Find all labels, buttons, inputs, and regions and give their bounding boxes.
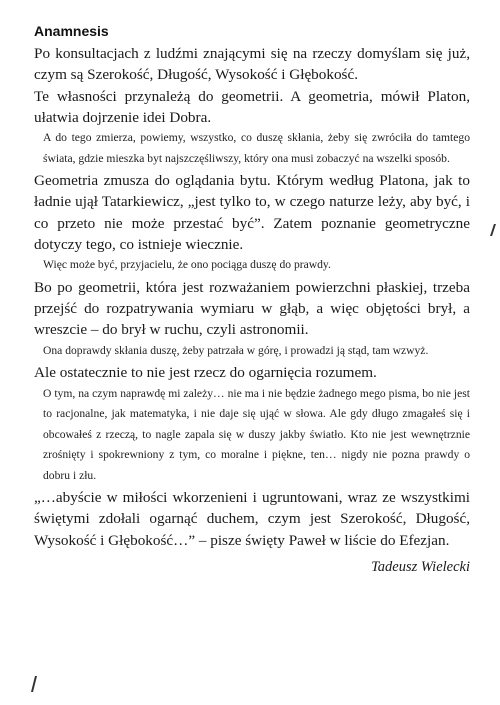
page-corner-mark (31, 676, 37, 692)
paragraph-3: Geometria zmusza do oglądania bytu. Którym według Platona, jak to ładnie ujął Tatarkiewicz, „jest tylko to, w czego naturze leży, aby być, i co przeto nie może przestać być”. Zatem poznanie geometryczne dotyczy tego, co istnieje wiecznie. (34, 172, 470, 254)
margin-mark (490, 224, 496, 236)
paragraph-1: Po konsultacjach z ludźmi znającymi się na rzeczy domyślam się już, czym są Szerokość, Długość, Wysokość i Głębokość. (34, 45, 470, 84)
article (34, 22, 470, 577)
paragraph-2: Te własności przynależą do geometrii. A geometria, mówił Platon, ułatwia dojrzenie idei Dobra. (34, 87, 470, 126)
quote-1: A do tego zmierza, powiemy, wszystko, co duszę skłania, żeby się zwróciła do tamtego świata, gdzie mieszka byt najszczęśliwszy, który ona musi zobaczyć na wszelki sposób. (43, 131, 470, 165)
article-title: Anamnesis (34, 23, 109, 39)
quote-4: O tym, na czym naprawdę mi zależy… nie ma i nie będzie żadnego mego pisma, bo nie jest to racjonalne, jak matematyka, i nie daje się ująć w słowa. Ale gdy długo zmagałeś się i obcowałeś z rzeczą, to nagle zapala się w duszy jakby światło. Kto nie jest wewnętrznie zrośnięty i spokrewniony z tym, co moralne i piękne, ten… nigdy nie pozna prawdy o dobru i złu. (43, 386, 470, 482)
paragraph-5: Ale ostatecznie to nie jest rzecz do ogarnięcia rozumem. (34, 364, 377, 382)
quote-3: Ona doprawdy skłania duszę, żeby patrzała w górę, i prowadzi ją stąd, tam wzwyż. (43, 343, 429, 357)
paragraph-6: „…abyście w miłości wkorzenieni i ugruntowani, wraz ze wszystkimi świętymi zdołali ogarnąć duchem, czym jest Szerokość, Długość, Wysokość i Głębokość…” – pisze święty Paweł w liście do Efezjan. (34, 489, 470, 549)
author-signature: Tadeusz Wielecki (371, 558, 470, 575)
quote-2: Więc może być, przyjacielu, że ono pociąga duszę do prawdy. (43, 258, 331, 272)
paragraph-4: Bo po geometrii, która jest rozważaniem powierzchni płaskiej, trzeba przejść do rozpatrywania wymiaru w głąb, a więc objętości brył, a wreszcie – do brył w ruchu, czyli astronomii. (34, 278, 470, 339)
